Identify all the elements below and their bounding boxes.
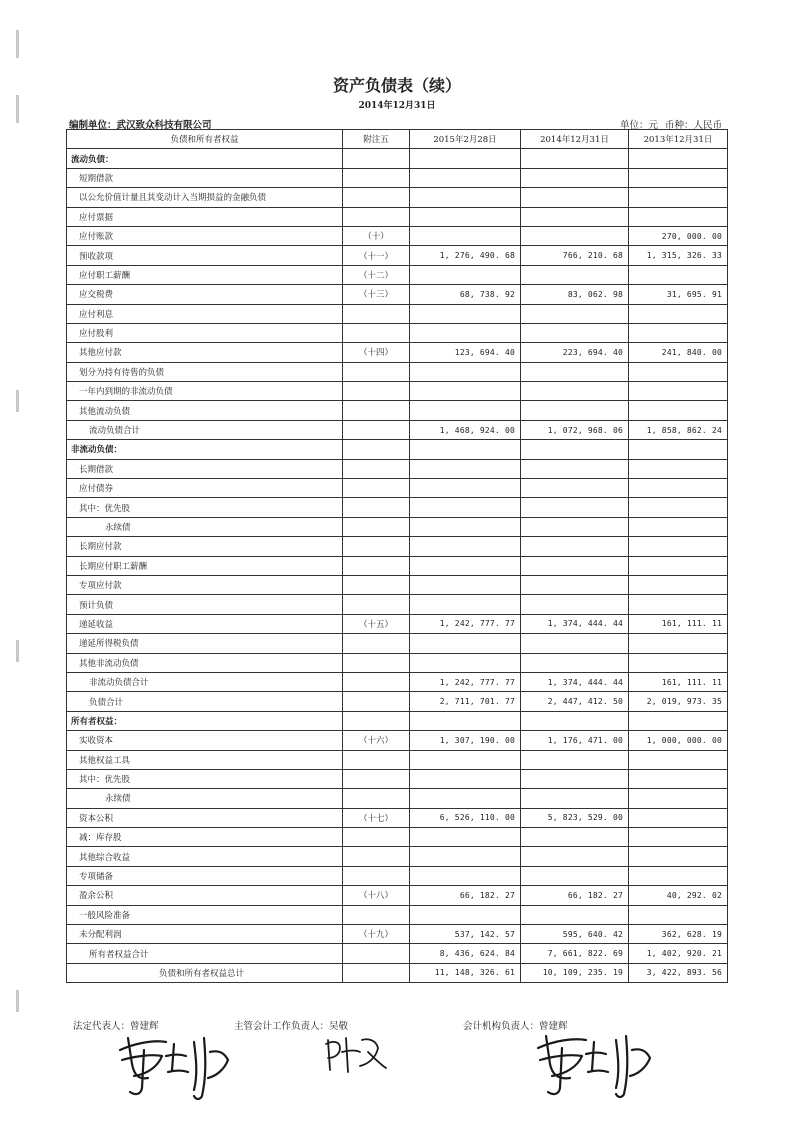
row-label: 所有者权益合计	[67, 944, 343, 963]
value-2014-12-31	[521, 595, 629, 614]
value-2013-12-31	[629, 382, 728, 401]
table-row	[67, 517, 728, 536]
table-header-row	[67, 130, 728, 149]
table-row	[67, 285, 728, 304]
value-2015-02-28	[410, 905, 521, 924]
value-2015-02-28	[410, 828, 521, 847]
table-row	[67, 343, 728, 362]
currency-label: 币种：人民币	[664, 120, 722, 131]
row-label: 实收资本	[67, 731, 343, 750]
value-2013-12-31: 1, 858, 862. 24	[629, 420, 728, 439]
value-2015-02-28	[410, 382, 521, 401]
row-label: 非流动负债：	[67, 440, 343, 459]
table-body	[67, 149, 728, 983]
table-row	[67, 401, 728, 420]
row-label: 应付债券	[67, 479, 343, 498]
value-2013-12-31	[629, 789, 728, 808]
row-label: 其他应付款	[67, 343, 343, 362]
row-note	[343, 769, 410, 788]
value-2013-12-31: 161, 111. 11	[629, 614, 728, 633]
row-note	[343, 401, 410, 420]
value-2014-12-31: 766, 210. 68	[521, 246, 629, 265]
value-2013-12-31	[629, 556, 728, 575]
value-2014-12-31	[521, 828, 629, 847]
row-note	[343, 479, 410, 498]
row-label: 一般风险准备	[67, 905, 343, 924]
table-row	[67, 672, 728, 691]
value-2013-12-31	[629, 149, 728, 168]
value-2013-12-31	[629, 808, 728, 827]
value-2013-12-31	[629, 304, 728, 323]
value-2015-02-28	[410, 537, 521, 556]
row-note	[343, 149, 410, 168]
value-2013-12-31	[629, 866, 728, 885]
table-row	[67, 168, 728, 187]
row-note	[343, 634, 410, 653]
row-note: （十五）	[343, 614, 410, 633]
row-label: 应付利息	[67, 304, 343, 323]
value-2013-12-31	[629, 323, 728, 342]
value-2014-12-31	[521, 168, 629, 187]
table-row	[67, 440, 728, 459]
value-2015-02-28	[410, 556, 521, 575]
value-2015-02-28	[410, 188, 521, 207]
row-label: 盈余公积	[67, 886, 343, 905]
punch-mark	[16, 30, 19, 58]
value-2015-02-28: 11, 148, 326. 61	[410, 963, 521, 982]
row-label: 资本公积	[67, 808, 343, 827]
value-2013-12-31	[629, 595, 728, 614]
value-2015-02-28	[410, 440, 521, 459]
row-label: 长期应付款	[67, 537, 343, 556]
row-label: 应付票据	[67, 207, 343, 226]
value-2013-12-31	[629, 537, 728, 556]
value-2013-12-31: 1, 000, 000. 00	[629, 731, 728, 750]
row-note: （十九）	[343, 925, 410, 944]
value-2014-12-31	[521, 304, 629, 323]
punch-mark	[16, 390, 19, 412]
value-2015-02-28	[410, 711, 521, 730]
table-row	[67, 188, 728, 207]
table-row	[67, 944, 728, 963]
value-2013-12-31	[629, 847, 728, 866]
row-note: （十七）	[343, 808, 410, 827]
row-label: 减：库存股	[67, 828, 343, 847]
value-2014-12-31	[521, 149, 629, 168]
value-2013-12-31	[629, 750, 728, 769]
value-2015-02-28	[410, 479, 521, 498]
signature-accounting-org-head	[528, 1026, 658, 1102]
row-note	[343, 207, 410, 226]
value-2015-02-28	[410, 207, 521, 226]
value-2015-02-28: 8, 436, 624. 84	[410, 944, 521, 963]
value-2013-12-31	[629, 188, 728, 207]
table-row	[67, 653, 728, 672]
value-2013-12-31	[629, 362, 728, 381]
value-2013-12-31: 1, 402, 920. 21	[629, 944, 728, 963]
row-label: 一年内到期的非流动负债	[67, 382, 343, 401]
value-2014-12-31	[521, 634, 629, 653]
signature-accounting-head	[322, 1030, 392, 1078]
row-note: （十）	[343, 226, 410, 245]
value-2015-02-28: 66, 182. 27	[410, 886, 521, 905]
value-2013-12-31	[629, 168, 728, 187]
row-label: 其中：优先股	[67, 769, 343, 788]
table-row	[67, 382, 728, 401]
row-note	[343, 828, 410, 847]
value-2013-12-31: 241, 840. 00	[629, 343, 728, 362]
table-row	[67, 614, 728, 633]
value-2013-12-31	[629, 653, 728, 672]
value-2013-12-31	[629, 479, 728, 498]
row-note	[343, 362, 410, 381]
company-name: 编制单位：武汉致众科技有限公司	[69, 120, 212, 131]
row-note: （十二）	[343, 265, 410, 284]
row-label: 应付职工薪酬	[67, 265, 343, 284]
unit-label: 单位：元	[619, 120, 658, 131]
value-2014-12-31: 1, 374, 444. 44	[521, 614, 629, 633]
row-label: 以公允价值计量且其变动计入当期损益的金融负债	[67, 188, 343, 207]
row-label: 专项储备	[67, 866, 343, 885]
header-item: 负债和所有者权益	[67, 130, 343, 149]
value-2014-12-31	[521, 537, 629, 556]
value-2013-12-31: 270, 000. 00	[629, 226, 728, 245]
value-2014-12-31: 1, 374, 444. 44	[521, 672, 629, 691]
value-2013-12-31	[629, 401, 728, 420]
value-2015-02-28	[410, 498, 521, 517]
table-row	[67, 226, 728, 245]
value-2014-12-31: 7, 661, 822. 69	[521, 944, 629, 963]
value-2014-12-31: 66, 182. 27	[521, 886, 629, 905]
value-2015-02-28	[410, 750, 521, 769]
value-2013-12-31	[629, 905, 728, 924]
value-2014-12-31	[521, 226, 629, 245]
table-row	[67, 925, 728, 944]
value-2013-12-31: 161, 111. 11	[629, 672, 728, 691]
value-2014-12-31	[521, 556, 629, 575]
row-label: 其中：优先股	[67, 498, 343, 517]
value-2013-12-31	[629, 711, 728, 730]
row-note	[343, 498, 410, 517]
value-2014-12-31	[521, 362, 629, 381]
table-row	[67, 149, 728, 168]
row-label: 其他权益工具	[67, 750, 343, 769]
value-2014-12-31	[521, 479, 629, 498]
row-label: 长期借款	[67, 459, 343, 478]
row-note	[343, 847, 410, 866]
row-label: 长期应付职工薪酬	[67, 556, 343, 575]
table-row	[67, 323, 728, 342]
row-note	[343, 595, 410, 614]
row-label: 划分为持有待售的负债	[67, 362, 343, 381]
value-2013-12-31: 362, 628. 19	[629, 925, 728, 944]
row-label: 递延所得税负债	[67, 634, 343, 653]
value-2015-02-28	[410, 323, 521, 342]
report-date: 2014年12月31日	[358, 101, 436, 111]
table-row	[67, 265, 728, 284]
row-note	[343, 866, 410, 885]
table-row	[67, 634, 728, 653]
accounting-head: 主管会计工作负责人：吴敬	[234, 1021, 349, 1032]
table-row	[67, 711, 728, 730]
value-2013-12-31	[629, 440, 728, 459]
legal-representative: 法定代表人：曾建辉	[73, 1021, 159, 1032]
table-row	[67, 479, 728, 498]
value-2014-12-31: 595, 640. 42	[521, 925, 629, 944]
table-row	[67, 362, 728, 381]
table-row	[67, 731, 728, 750]
table-row	[67, 537, 728, 556]
header-2015-02-28: 2015年2月28日	[410, 130, 521, 149]
value-2015-02-28	[410, 634, 521, 653]
value-2014-12-31	[521, 459, 629, 478]
accounting-org-head: 会计机构负责人：曾建辉	[463, 1021, 568, 1032]
value-2015-02-28	[410, 265, 521, 284]
row-note	[343, 905, 410, 924]
value-2015-02-28: 1, 276, 490. 68	[410, 246, 521, 265]
row-label: 流动负债合计	[67, 420, 343, 439]
value-2014-12-31	[521, 207, 629, 226]
row-label: 负债合计	[67, 692, 343, 711]
value-2013-12-31: 1, 315, 326. 33	[629, 246, 728, 265]
value-2015-02-28	[410, 401, 521, 420]
balance-sheet-table	[66, 129, 728, 983]
row-label: 递延收益	[67, 614, 343, 633]
row-label: 其他流动负债	[67, 401, 343, 420]
row-label: 应付股利	[67, 323, 343, 342]
table-row	[67, 847, 728, 866]
table-row	[67, 963, 728, 982]
row-note	[343, 672, 410, 691]
row-label: 未分配利润	[67, 925, 343, 944]
value-2015-02-28	[410, 769, 521, 788]
header-2014-12-31: 2014年12月31日	[521, 130, 629, 149]
table-row	[67, 304, 728, 323]
row-note	[343, 382, 410, 401]
value-2014-12-31	[521, 323, 629, 342]
row-note: （十八）	[343, 886, 410, 905]
table-row	[67, 692, 728, 711]
value-2015-02-28	[410, 168, 521, 187]
table-row	[67, 595, 728, 614]
value-2013-12-31: 3, 422, 893. 56	[629, 963, 728, 982]
row-label: 永续债	[67, 517, 343, 536]
value-2015-02-28	[410, 517, 521, 536]
value-2015-02-28: 123, 694. 40	[410, 343, 521, 362]
row-label: 负债和所有者权益总计	[67, 963, 343, 982]
row-note	[343, 963, 410, 982]
value-2014-12-31: 1, 072, 968. 06	[521, 420, 629, 439]
table-row	[67, 769, 728, 788]
value-2015-02-28: 1, 242, 777. 77	[410, 672, 521, 691]
row-note	[343, 420, 410, 439]
table-row	[67, 828, 728, 847]
value-2014-12-31	[521, 769, 629, 788]
value-2014-12-31	[521, 188, 629, 207]
value-2013-12-31	[629, 517, 728, 536]
value-2013-12-31	[629, 459, 728, 478]
value-2015-02-28: 1, 307, 190. 00	[410, 731, 521, 750]
row-note: （十三）	[343, 285, 410, 304]
value-2014-12-31	[521, 517, 629, 536]
table-row	[67, 750, 728, 769]
value-2015-02-28	[410, 226, 521, 245]
value-2014-12-31	[521, 401, 629, 420]
value-2014-12-31: 1, 176, 471. 00	[521, 731, 629, 750]
row-label: 应付账款	[67, 226, 343, 245]
value-2013-12-31	[629, 634, 728, 653]
table-row	[67, 556, 728, 575]
row-label: 专项应付款	[67, 575, 343, 594]
table-row	[67, 420, 728, 439]
value-2015-02-28	[410, 866, 521, 885]
row-note: （十六）	[343, 731, 410, 750]
row-note	[343, 711, 410, 730]
value-2015-02-28	[410, 595, 521, 614]
table-row	[67, 789, 728, 808]
value-2014-12-31: 2, 447, 412. 50	[521, 692, 629, 711]
table-row	[67, 459, 728, 478]
value-2013-12-31	[629, 575, 728, 594]
value-2014-12-31	[521, 847, 629, 866]
row-note	[343, 575, 410, 594]
row-note	[343, 517, 410, 536]
value-2014-12-31	[521, 440, 629, 459]
table-row	[67, 498, 728, 517]
value-2013-12-31	[629, 207, 728, 226]
page-title: 资产负债表（续）	[332, 76, 461, 95]
table-row	[67, 207, 728, 226]
value-2015-02-28	[410, 362, 521, 381]
value-2015-02-28	[410, 304, 521, 323]
value-2013-12-31	[629, 265, 728, 284]
table-row	[67, 866, 728, 885]
value-2014-12-31: 83, 062. 98	[521, 285, 629, 304]
value-2014-12-31: 10, 109, 235. 19	[521, 963, 629, 982]
row-note	[343, 188, 410, 207]
value-2015-02-28: 68, 738. 92	[410, 285, 521, 304]
value-2015-02-28: 2, 711, 701. 77	[410, 692, 521, 711]
punch-mark	[16, 640, 19, 662]
row-label: 短期借款	[67, 168, 343, 187]
row-note	[343, 556, 410, 575]
row-label: 预收款项	[67, 246, 343, 265]
row-note	[343, 944, 410, 963]
value-2014-12-31	[521, 498, 629, 517]
value-2014-12-31: 5, 823, 529. 00	[521, 808, 629, 827]
row-note	[343, 537, 410, 556]
signature-legal-rep	[108, 1030, 238, 1102]
table-row	[67, 246, 728, 265]
value-2014-12-31	[521, 866, 629, 885]
row-label: 流动负债：	[67, 149, 343, 168]
value-2014-12-31	[521, 789, 629, 808]
row-note	[343, 789, 410, 808]
row-note: （十一）	[343, 246, 410, 265]
value-2015-02-28: 1, 242, 777. 77	[410, 614, 521, 633]
row-label: 应交税费	[67, 285, 343, 304]
value-2014-12-31	[521, 750, 629, 769]
value-2013-12-31	[629, 498, 728, 517]
value-2014-12-31: 223, 694. 40	[521, 343, 629, 362]
row-note	[343, 304, 410, 323]
header-note: 附注五	[343, 130, 410, 149]
punch-mark	[16, 990, 19, 1012]
row-note	[343, 440, 410, 459]
row-label: 其他非流动负债	[67, 653, 343, 672]
row-note: （十四）	[343, 343, 410, 362]
value-2013-12-31: 2, 019, 973. 35	[629, 692, 728, 711]
row-note	[343, 323, 410, 342]
row-label: 所有者权益：	[67, 711, 343, 730]
value-2013-12-31: 40, 292. 02	[629, 886, 728, 905]
value-2014-12-31	[521, 382, 629, 401]
row-label: 永续债	[67, 789, 343, 808]
row-note	[343, 692, 410, 711]
value-2014-12-31	[521, 575, 629, 594]
row-label: 非流动负债合计	[67, 672, 343, 691]
value-2014-12-31	[521, 711, 629, 730]
header-2013-12-31: 2013年12月31日	[629, 130, 728, 149]
value-2014-12-31	[521, 905, 629, 924]
value-2014-12-31	[521, 265, 629, 284]
value-2013-12-31	[629, 828, 728, 847]
row-note	[343, 750, 410, 769]
value-2015-02-28	[410, 459, 521, 478]
value-2015-02-28	[410, 789, 521, 808]
value-2014-12-31	[521, 653, 629, 672]
row-label: 预计负债	[67, 595, 343, 614]
value-2013-12-31: 31, 695. 91	[629, 285, 728, 304]
value-2015-02-28	[410, 653, 521, 672]
table-row	[67, 808, 728, 827]
table-row	[67, 575, 728, 594]
value-2015-02-28: 6, 526, 110. 00	[410, 808, 521, 827]
table-row	[67, 886, 728, 905]
value-2015-02-28: 537, 142. 57	[410, 925, 521, 944]
value-2015-02-28	[410, 149, 521, 168]
value-2015-02-28	[410, 575, 521, 594]
value-2015-02-28: 1, 468, 924. 00	[410, 420, 521, 439]
row-note	[343, 168, 410, 187]
table-row	[67, 905, 728, 924]
row-label: 其他综合收益	[67, 847, 343, 866]
value-2015-02-28	[410, 847, 521, 866]
value-2013-12-31	[629, 769, 728, 788]
row-note	[343, 459, 410, 478]
row-note	[343, 653, 410, 672]
